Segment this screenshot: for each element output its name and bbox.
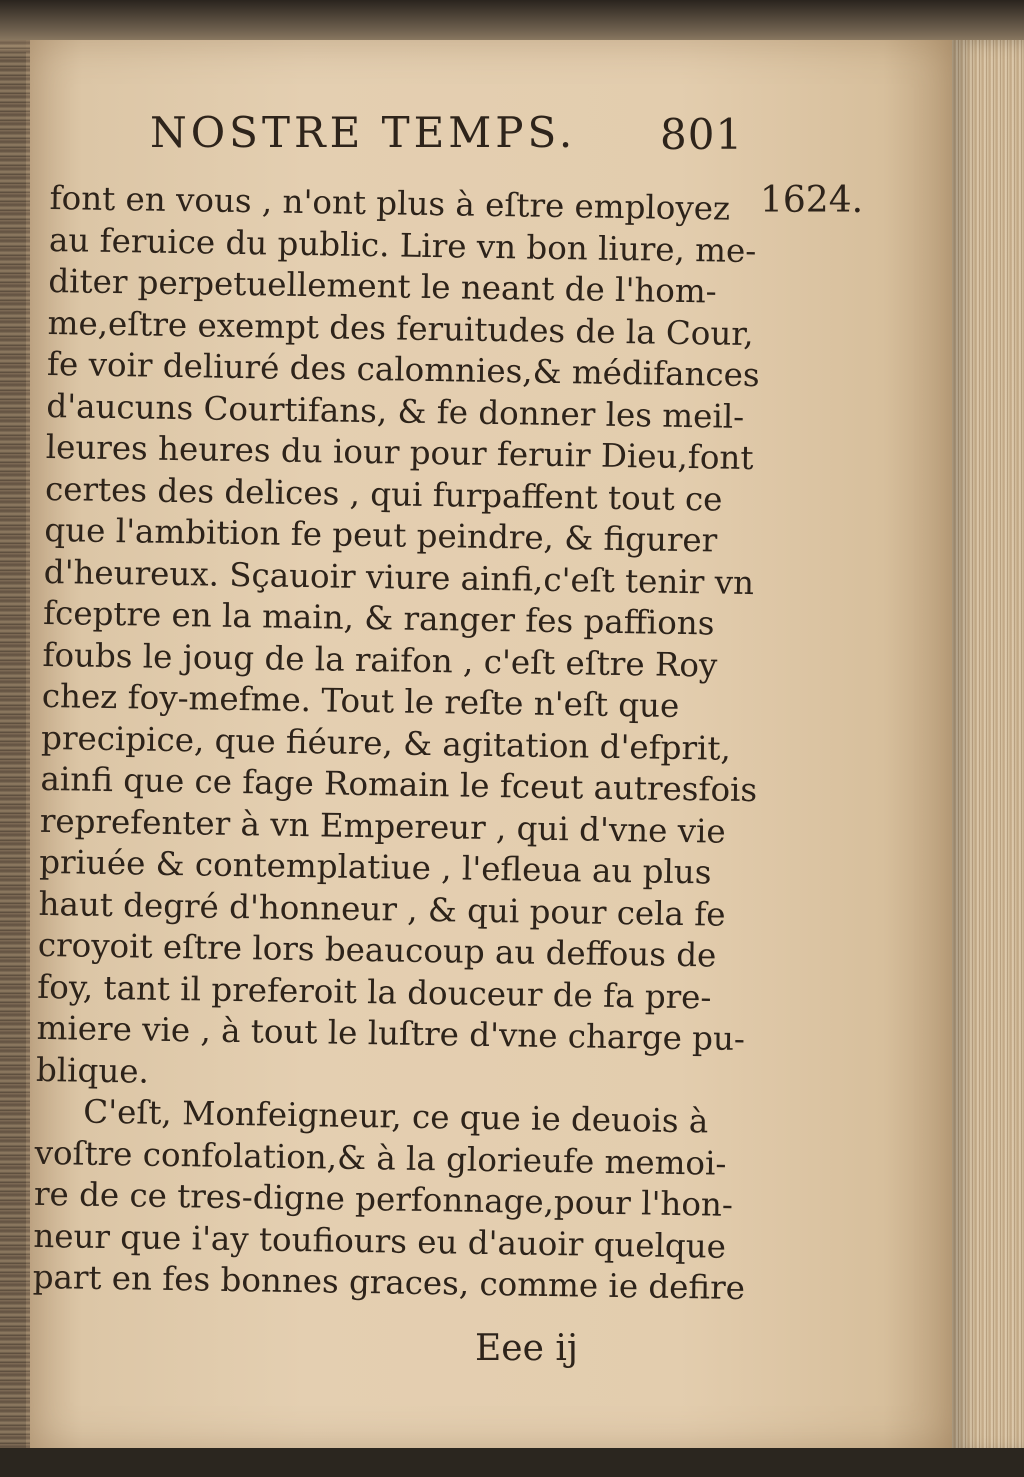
text-line: fe voir deliuré des calomnies,& médifances — [46, 344, 760, 395]
text-line: neur que i'ay toufiours eu d'auoir quelque — [33, 1216, 727, 1266]
text-line: d'heureux. Sçauoir viure ainfi,c'eſt tenir vn — [43, 552, 755, 602]
text-line: fceptre en la main, & ranger fes paffions — [42, 593, 715, 643]
text-line: re de ce tres-digne perfonnage,pour l'hon- — [33, 1174, 734, 1224]
text-line: C'eſt, Monfeigneur, ce que ie deuois à — [83, 1092, 709, 1141]
running-head — [150, 108, 750, 168]
text-line: foubs le joug de la raifon , c'eſt eſtre Roy — [42, 635, 718, 685]
text-line: blique. — [35, 1050, 150, 1091]
text-line: haut degré d'honneur , & qui pour cela fe — [38, 884, 726, 934]
text-line: ainfi que ce fage Romain le fceut autresfois — [40, 759, 758, 810]
signature-mark: Eee ij — [475, 1328, 579, 1369]
body-text — [32, 178, 760, 1309]
text-line: chez foy-mefme. Tout le reſte n'eſt que — [41, 676, 680, 725]
text-line: miere vie , à tout le luſtre d'vne charge pu- — [36, 1008, 746, 1059]
text-line: font en vous , n'ont plus à eſtre employez — [49, 178, 731, 228]
text-line: croyoit eſtre lors beaucoup au deffous de — [37, 925, 717, 975]
text-line: voſtre confolation,& à la glorieufe memoi- — [34, 1133, 727, 1183]
text-line: d'aucuns Courtifans, & fe donner les meil- — [46, 386, 745, 436]
text-line: diter perpetuellement le neant de l'hom- — [48, 261, 718, 311]
bottom-edge — [0, 1448, 1024, 1477]
running-head-title: NOSTRE TEMPS. — [150, 108, 577, 157]
margin-year: 1624. — [760, 180, 864, 221]
page-number: 801 — [660, 110, 744, 159]
binding-edge — [0, 40, 30, 1455]
page-stack-edge — [952, 40, 1024, 1455]
text-line: au feruice du public. Lire vn bon liure, me- — [48, 220, 757, 270]
text-line: part en fes bonnes graces, comme ie defire — [32, 1257, 746, 1308]
text-line: precipice, que fiéure, & agitation d'efprit, — [40, 718, 732, 768]
text-line: me,eſtre exempt des feruitudes de la Cour, — [47, 303, 754, 353]
text-line: priuée & contemplatiue , l'efleua au plus — [38, 842, 712, 892]
text-line: leures heures du iour pour feruir Dieu,font — [45, 427, 754, 478]
text-line: certes des delices , qui furpaffent tout ce — [44, 469, 723, 519]
text-line: que l'ambition fe peut peindre, & figurer — [44, 510, 718, 560]
text-line: reprefenter à vn Empereur , qui d'vne vie — [39, 801, 727, 851]
text-line: foy, tant il preferoit la douceur de fa pre- — [37, 967, 712, 1016]
